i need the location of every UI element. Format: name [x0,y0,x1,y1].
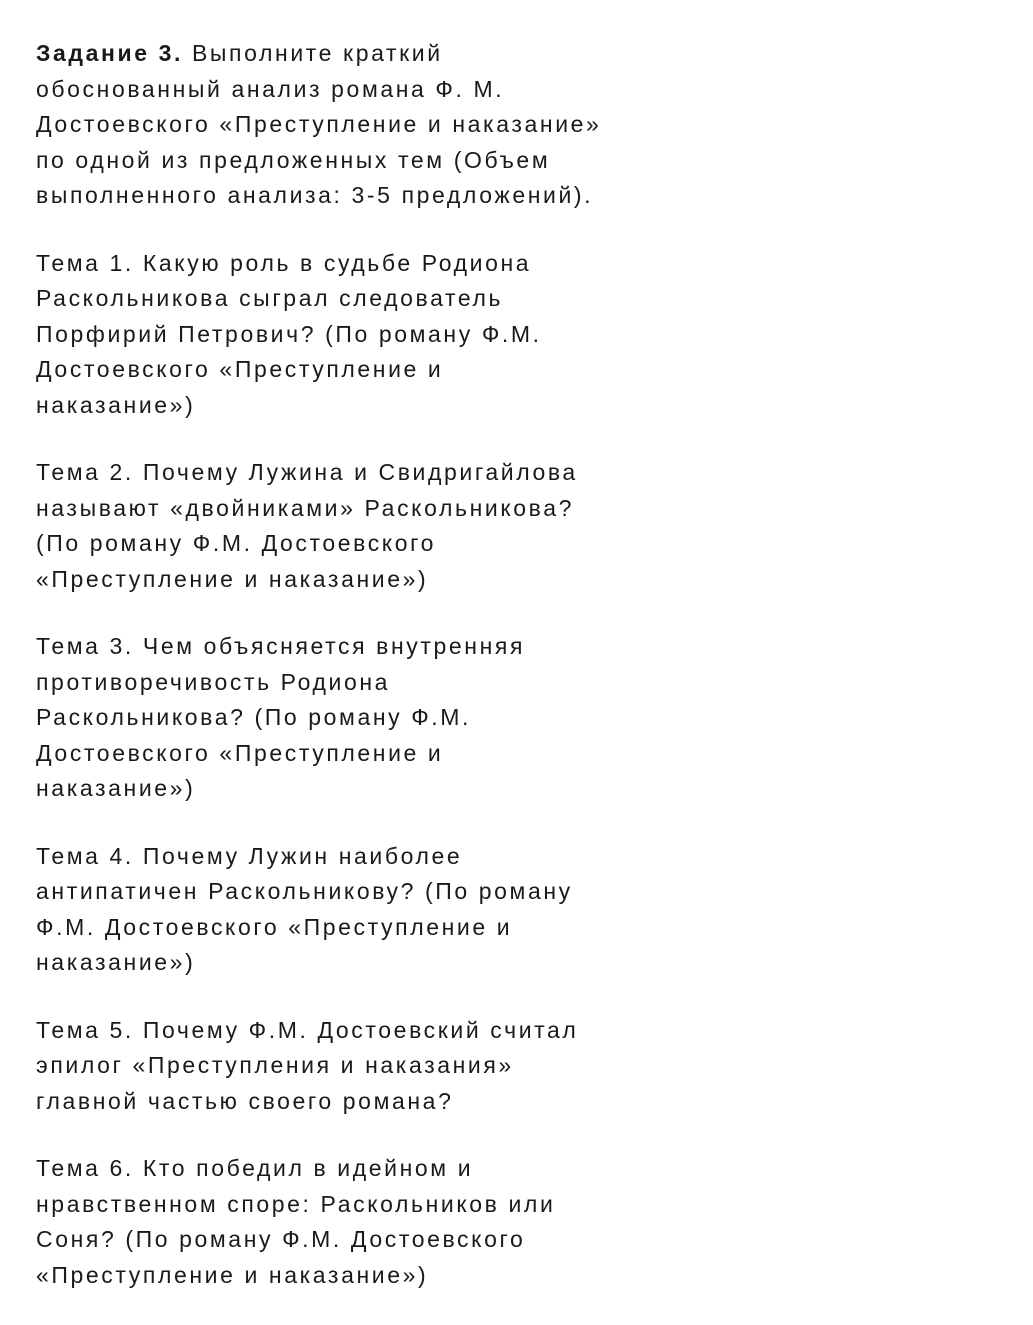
task-text: Выполните краткий обоснованный анализ романа Ф. М. Достоевского «Преступление и наказание» по одной из предложенных тем (Объем выполненного анализа: 3-5 предложений). [36,40,602,208]
topic-1: Тема 1. Какую роль в судьбе Родиона Раскольникова сыграл следователь Порфирий Петрович? (По роману Ф.М. Достоевского «Преступление и наказание») [36,249,542,418]
document-body [36,36,696,1325]
task-paragraph [36,36,696,214]
topic-4: Тема 4. Почему Лужин наиболее антипатичен Раскольникову? (По роману Ф.М. Достоевского «Преступление и наказание») [36,842,573,975]
task-label: Задание 3. [36,40,183,66]
topic-2: Тема 2. Почему Лужина и Свидригайлова называют «двойниками» Раскольникова? (По роману Ф.М. Достоевского «Преступление и наказание») [36,459,578,592]
topic-5: Тема 5. Почему Ф.М. Достоевский считал эпилог «Преступления и наказания» главной частью своего романа? [36,1016,579,1114]
topic-3: Тема 3. Чем объясняется внутренняя противоречивость Родиона Раскольникова? (По роману Ф.М. Достоевского «Преступление и наказание») [36,633,526,801]
topic-6: Тема 6. Кто победил в идейном и нравственном споре: Раскольников или Соня? (По роману Ф.М. Достоевского «Преступление и наказание») [36,1155,556,1288]
